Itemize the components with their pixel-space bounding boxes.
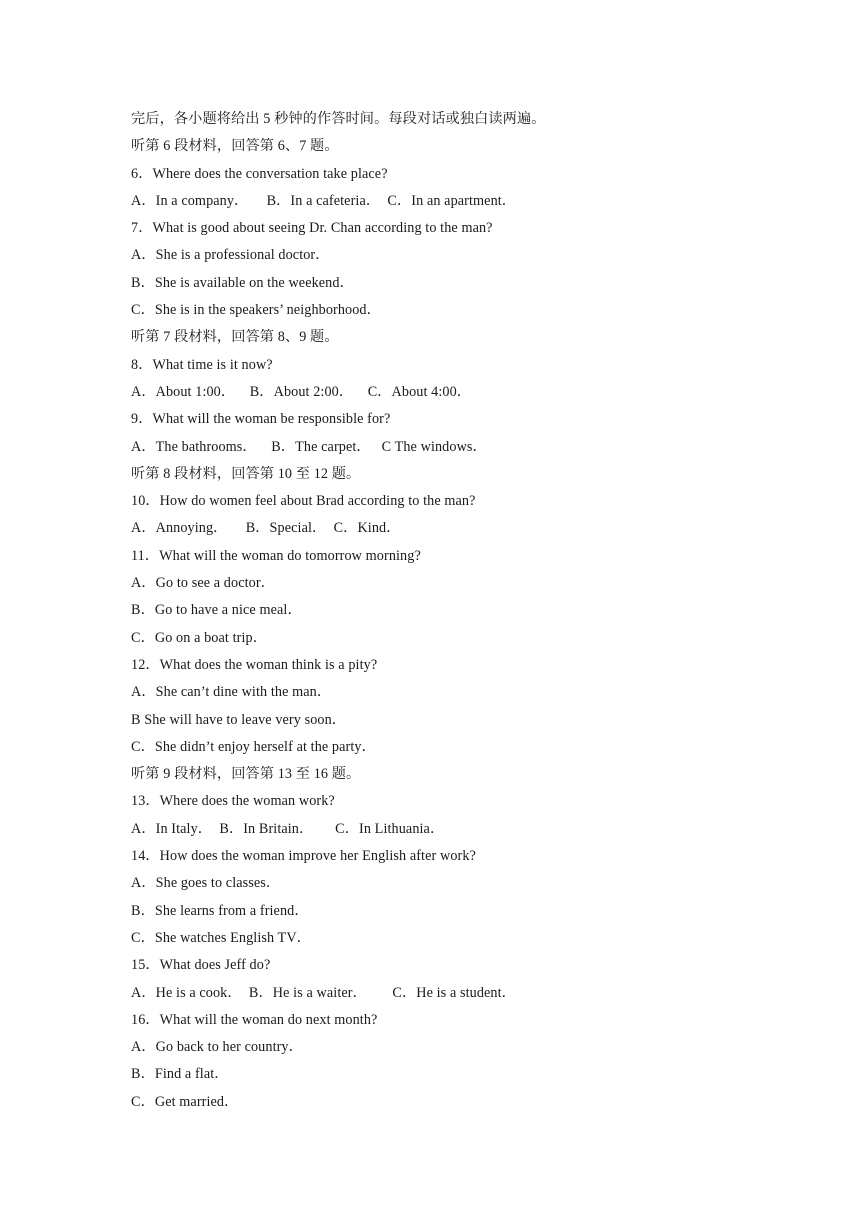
section-heading-6: 听第 6 段材料，回答第 6、7 题。 (131, 138, 339, 155)
question-14-option-a: A．She goes to classes． (131, 875, 281, 892)
question-13: 13．Where does the woman work? (131, 793, 335, 810)
section-heading-9: 听第 9 段材料，回答第 13 至 16 题。 (131, 766, 361, 783)
question-11: 11．What will the woman do tomorrow morning? (131, 547, 421, 564)
question-12-option-c: C．She didn’t enjoy herself at the party． (131, 738, 376, 755)
question-6-options: A．In a company． B．In a cafeteria． C．In an apartment． (131, 192, 517, 209)
question-15-options: A．He is a cook． B．He is a waiter． C．He is a student． (131, 984, 516, 1001)
question-12-option-b: B She will have to leave very soon． (131, 711, 347, 728)
question-10: 10．How do women feel about Brad according to the man? (131, 493, 476, 510)
question-15: 15．What does Jeff do? (131, 957, 271, 974)
question-14-option-b: B．She learns from a friend． (131, 902, 309, 919)
question-13-options: A．In Italy． B．In Britain． C．In Lithuania． (131, 820, 445, 837)
question-14: 14．How does the woman improve her English after work? (131, 848, 476, 865)
question-9: 9．What will the woman be responsible for? (131, 411, 391, 428)
question-7-option-c: C．She is in the speakers’ neighborhood． (131, 302, 381, 319)
document-body (131, 106, 771, 1116)
question-8-options: A．About 1:00． B．About 2:00． C．About 4:00． (131, 383, 472, 400)
question-8: 8．What time is it now? (131, 356, 273, 373)
section-heading-8: 听第 8 段材料，回答第 10 至 12 题。 (131, 465, 361, 482)
question-16-option-c: C．Get married． (131, 1093, 239, 1110)
question-10-options: A．Annoying． B．Special． C．Kind． (131, 520, 401, 537)
question-16-option-b: B．Find a flat． (131, 1066, 229, 1083)
section-heading-7: 听第 7 段材料，回答第 8、9 题。 (131, 329, 339, 346)
instruction-text: 完后，各小题将给出 5 秒钟的作答时间。每段对话或独白读两遍。 (131, 111, 546, 127)
question-7-option-a: A．She is a professional doctor． (131, 247, 330, 264)
question-7: 7．What is good about seeing Dr. Chan according to the man? (131, 220, 493, 237)
question-16: 16．What will the woman do next month? (131, 1011, 378, 1028)
question-11-option-a: A．Go to see a doctor． (131, 575, 275, 592)
question-6: 6．Where does the conversation take place? (131, 165, 388, 182)
question-16-option-a: A．Go back to her country． (131, 1039, 303, 1056)
question-11-option-b: B．Go to have a nice meal． (131, 602, 302, 619)
question-12: 12．What does the woman think is a pity? (131, 656, 378, 673)
question-12-option-a: A．She can’t dine with the man． (131, 684, 332, 701)
question-9-options: A．The bathrooms． B．The carpet． C The windows． (131, 438, 487, 455)
question-7-option-b: B．She is available on the weekend． (131, 274, 354, 291)
question-11-option-c: C．Go on a boat trip． (131, 629, 267, 646)
question-14-option-c: C．She watches English TV． (131, 929, 311, 946)
